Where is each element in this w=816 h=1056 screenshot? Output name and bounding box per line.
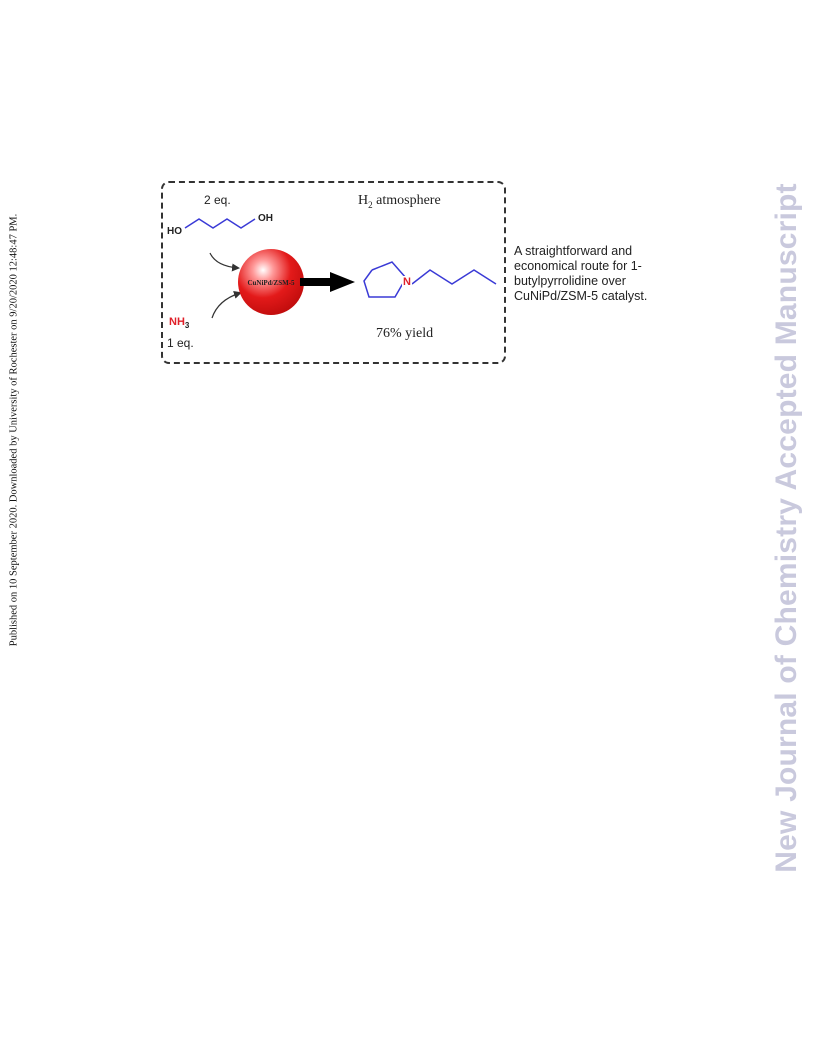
publication-notice-text: Published on 10 September 2020. Downloaded by University of Rochester on 9/20/2020 12:48:47 PM. [8,213,20,647]
h2-symbol: H [358,193,369,208]
ammonia-curved-arrow [212,293,240,318]
product-nitrogen: N [403,276,411,288]
diol-curved-arrow [210,253,238,268]
h2-subscript: 2 [368,199,373,210]
hydrogen-atmosphere [358,193,441,210]
oh-label: OH [258,213,273,224]
ammonia-equivalents: 1 eq. [167,336,194,350]
atmosphere-label: atmosphere [376,193,441,208]
pyrrolidine-ring [364,262,406,297]
diol-skeleton [185,219,255,228]
reaction-arrow [300,272,355,292]
diol-equivalents: 2 eq. [204,193,231,207]
abstract-caption: A straightforward and economical route for 1-butylpyrrolidine over CuNiPd/ZSM-5 catalyst. [514,244,648,303]
journal-watermark-text: New Journal of Chemistry Accepted Manuscript [770,183,803,873]
nh3-subscript: 3 [184,321,190,331]
yield-label: 76% yield [376,326,434,341]
ammonia-formula [169,316,189,330]
nh3-symbol: NH [169,316,185,328]
catalyst-label: CuNiPd/ZSM-5 [247,279,295,287]
butyl-chain [412,270,496,284]
ho-label: HO [167,226,182,237]
